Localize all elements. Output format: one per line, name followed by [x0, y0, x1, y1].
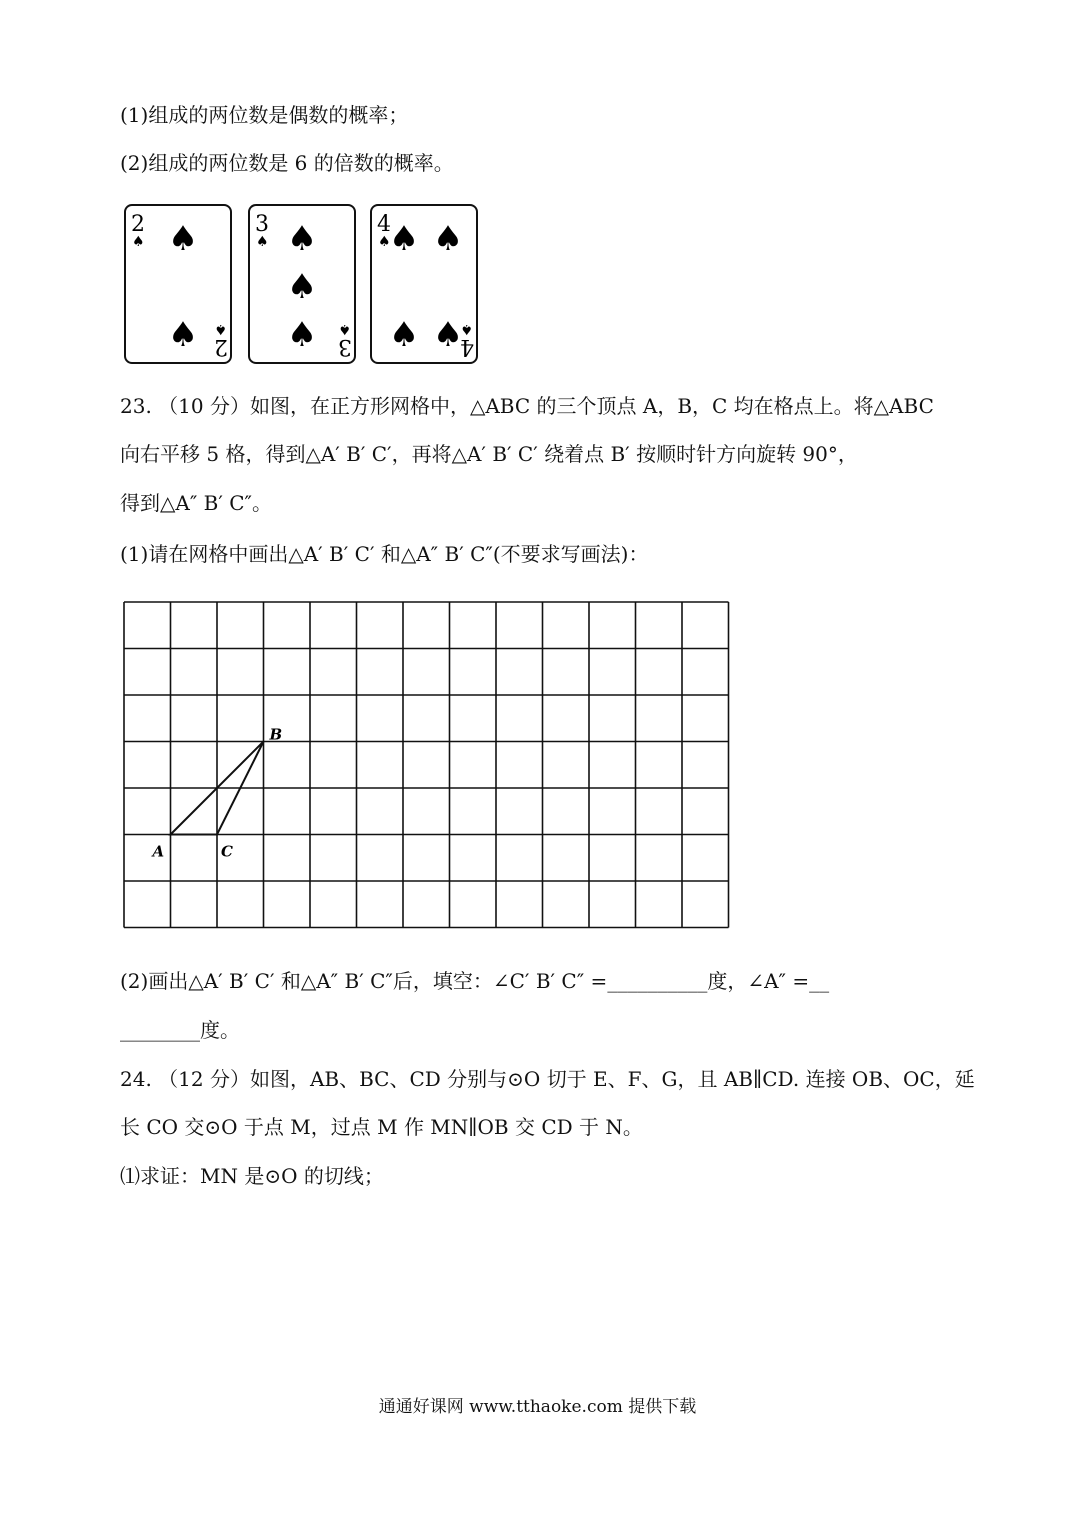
spade-icon: ♠	[378, 234, 391, 250]
card-spade-3	[248, 204, 356, 364]
spade-icon: ♠	[432, 219, 464, 259]
q22-part1: (1)组成的两位数是偶数的概率；	[120, 103, 409, 127]
spade-icon: ♠	[256, 234, 269, 250]
q23-part1: (1)请在网格中画出△A′ B′ C′ 和△A″ B′ C″(不要求写画法)：	[120, 542, 649, 566]
spade-icon: ♠	[167, 315, 199, 355]
vertex-label-a: A	[152, 842, 165, 861]
spade-icon: ♠	[432, 315, 464, 355]
q23-part2-line2: ________度。	[120, 1018, 240, 1042]
card-rank: 4	[377, 212, 391, 237]
spade-icon: ♠	[286, 267, 318, 307]
q23-text-line3: 得到△A″ B′ C″。	[120, 491, 273, 515]
card-rank: 3	[255, 212, 269, 237]
q23-text-line2: 向右平移 5 格，得到△A′ B′ C′，再将△A′ B′ C′ 绕着点 B′ 按顺时针方向旋转 90°，	[120, 442, 858, 466]
card-spade-2	[124, 204, 232, 364]
q22-part2: (2)组成的两位数是 6 的倍数的概率。	[120, 151, 454, 175]
spade-icon: ♠	[388, 315, 420, 355]
q24-part1: ⑴求证：MN 是⊙O 的切线；	[120, 1164, 384, 1188]
vertex-label-b: B	[269, 725, 283, 744]
spade-icon: ♠	[214, 321, 227, 337]
spade-icon: ♠	[286, 315, 318, 355]
q24-text-line1: 24. （12 分）如图，AB、BC、CD 分别与⊙O 切于 E、F、G，且 AB∥CD. 连接 OB、OC，延	[120, 1067, 975, 1091]
spade-icon: ♠	[167, 219, 199, 259]
footer-source: 通通好课网 www.tthaoke.com 提供下载	[378, 1397, 697, 1417]
q23-text-line1: 23. （10 分）如图，在正方形网格中，△ABC 的三个顶点 A，B，C 均在格点上。将△ABC	[120, 394, 934, 418]
card-rank: 3	[338, 334, 352, 359]
q24-text-line2: 长 CO 交⊙O 于点 M，过点 M 作 MN∥OB 交 CD 于 N。	[120, 1115, 643, 1139]
playing-cards	[122, 200, 482, 366]
spade-icon: ♠	[460, 321, 473, 337]
vertex-label-c: C	[221, 842, 233, 861]
card-rank: 4	[460, 334, 474, 359]
card-spade-4	[370, 204, 478, 364]
spade-icon: ♠	[286, 219, 318, 259]
q23-part2-line1: (2)画出△A′ B′ C′ 和△A″ B′ C″后，填空：∠C′ B′ C″ =__________度，∠A″ =__	[120, 969, 830, 993]
spade-icon: ♠	[338, 321, 351, 337]
spade-icon: ♠	[132, 234, 145, 250]
grid-lines	[124, 602, 729, 928]
card-rank: 2	[131, 212, 145, 237]
square-grid-figure	[120, 598, 740, 942]
spade-icon: ♠	[388, 219, 420, 259]
card-rank: 2	[214, 334, 228, 359]
